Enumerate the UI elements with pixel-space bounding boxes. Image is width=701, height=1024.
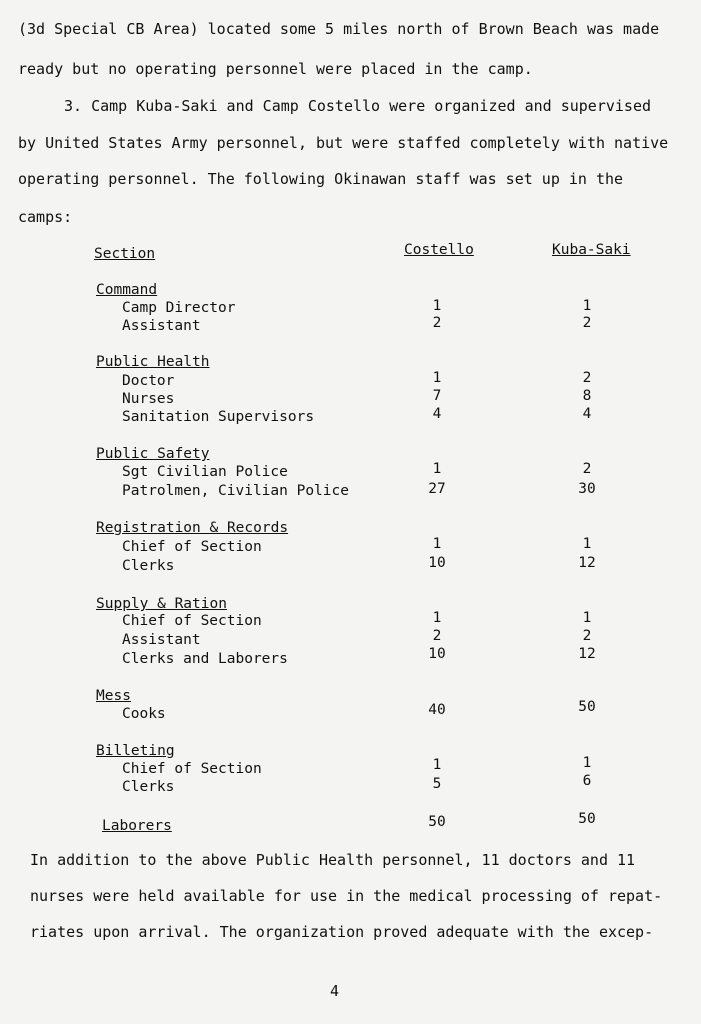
- cell-costello: 50: [428, 814, 446, 830]
- row-label: Doctor: [122, 373, 175, 389]
- cell-costello: 2: [432, 315, 442, 331]
- text-line: by United States Army personnel, but were staffed completely with native: [18, 134, 669, 152]
- cell-costello: 1: [432, 610, 442, 626]
- row-label: Patrolmen, Civilian Police: [122, 483, 349, 499]
- cell-kuba-saki: 1: [582, 536, 592, 552]
- cell-costello: 4: [432, 406, 442, 422]
- row-label: Assistant: [122, 318, 201, 334]
- row-label: Clerks: [122, 558, 175, 574]
- text-line: In addition to the above Public Health personnel, 11 doctors and 11: [30, 851, 636, 869]
- row-label: Assistant: [122, 632, 201, 648]
- cell-costello: 5: [432, 776, 442, 792]
- row-label: Chief of Section: [122, 761, 262, 777]
- category-registration-records: Registration & Records: [96, 520, 289, 536]
- cell-kuba-saki: 30: [578, 481, 596, 497]
- cell-kuba-saki: 12: [578, 646, 596, 662]
- text-line: ready but no operating personnel were placed in the camp.: [18, 60, 533, 78]
- cell-costello: 1: [432, 536, 442, 552]
- row-label: Chief of Section: [122, 613, 262, 629]
- col-header-section: Section: [94, 246, 156, 262]
- category-billeting: Billeting: [96, 743, 175, 759]
- row-label: Cooks: [122, 706, 166, 722]
- text-line: camps:: [18, 208, 73, 226]
- text-line: nurses were held available for use in the medical processing of repat-: [30, 887, 663, 905]
- row-label: Clerks and Laborers: [122, 651, 288, 667]
- category-public-health: Public Health: [96, 354, 210, 370]
- row-label: Chief of Section: [122, 539, 262, 555]
- cell-kuba-saki: 1: [582, 610, 592, 626]
- text-line: riates upon arrival. The organization proved adequate with the excep-: [30, 923, 654, 941]
- cell-costello: 1: [432, 370, 442, 386]
- cell-costello: 40: [428, 702, 446, 718]
- text-line: (3d Special CB Area) located some 5 miles north of Brown Beach was made: [18, 20, 660, 38]
- category-mess: Mess: [96, 688, 131, 704]
- cell-costello: 10: [428, 555, 446, 571]
- cell-kuba-saki: 1: [582, 755, 592, 771]
- cell-kuba-saki: 50: [578, 699, 596, 715]
- cell-kuba-saki: 2: [582, 315, 592, 331]
- cell-kuba-saki: 2: [582, 370, 592, 386]
- cell-kuba-saki: 4: [582, 406, 592, 422]
- col-header-kuba-saki: Kuba-Saki: [552, 242, 631, 258]
- category-supply-ration: Supply & Ration: [96, 596, 227, 612]
- cell-kuba-saki: 2: [582, 628, 592, 644]
- row-label: Sanitation Supervisors: [122, 409, 315, 425]
- cell-costello: 10: [428, 646, 446, 662]
- row-label: Camp Director: [122, 300, 236, 316]
- row-label: Clerks: [122, 779, 175, 795]
- page-number: 4: [330, 982, 340, 1000]
- text-line: 3. Camp Kuba-Saki and Camp Costello were organized and supervised: [64, 97, 651, 115]
- category-laborers: Laborers: [102, 818, 172, 834]
- cell-costello: 1: [432, 298, 442, 314]
- cell-costello: 2: [432, 628, 442, 644]
- category-public-safety: Public Safety: [96, 446, 210, 462]
- cell-costello: 1: [432, 757, 442, 773]
- cell-costello: 7: [432, 388, 442, 404]
- cell-costello: 1: [432, 461, 442, 477]
- cell-kuba-saki: 1: [582, 298, 592, 314]
- cell-kuba-saki: 12: [578, 555, 596, 571]
- cell-kuba-saki: 50: [578, 811, 596, 827]
- category-command: Command: [96, 282, 158, 298]
- cell-kuba-saki: 6: [582, 773, 592, 789]
- cell-kuba-saki: 2: [582, 461, 592, 477]
- row-label: Sgt Civilian Police: [122, 464, 288, 480]
- text-line: operating personnel. The following Okinawan staff was set up in the: [18, 170, 624, 188]
- cell-kuba-saki: 8: [582, 388, 592, 404]
- row-label: Nurses: [122, 391, 175, 407]
- col-header-costello: Costello: [404, 242, 474, 258]
- cell-costello: 27: [428, 481, 446, 497]
